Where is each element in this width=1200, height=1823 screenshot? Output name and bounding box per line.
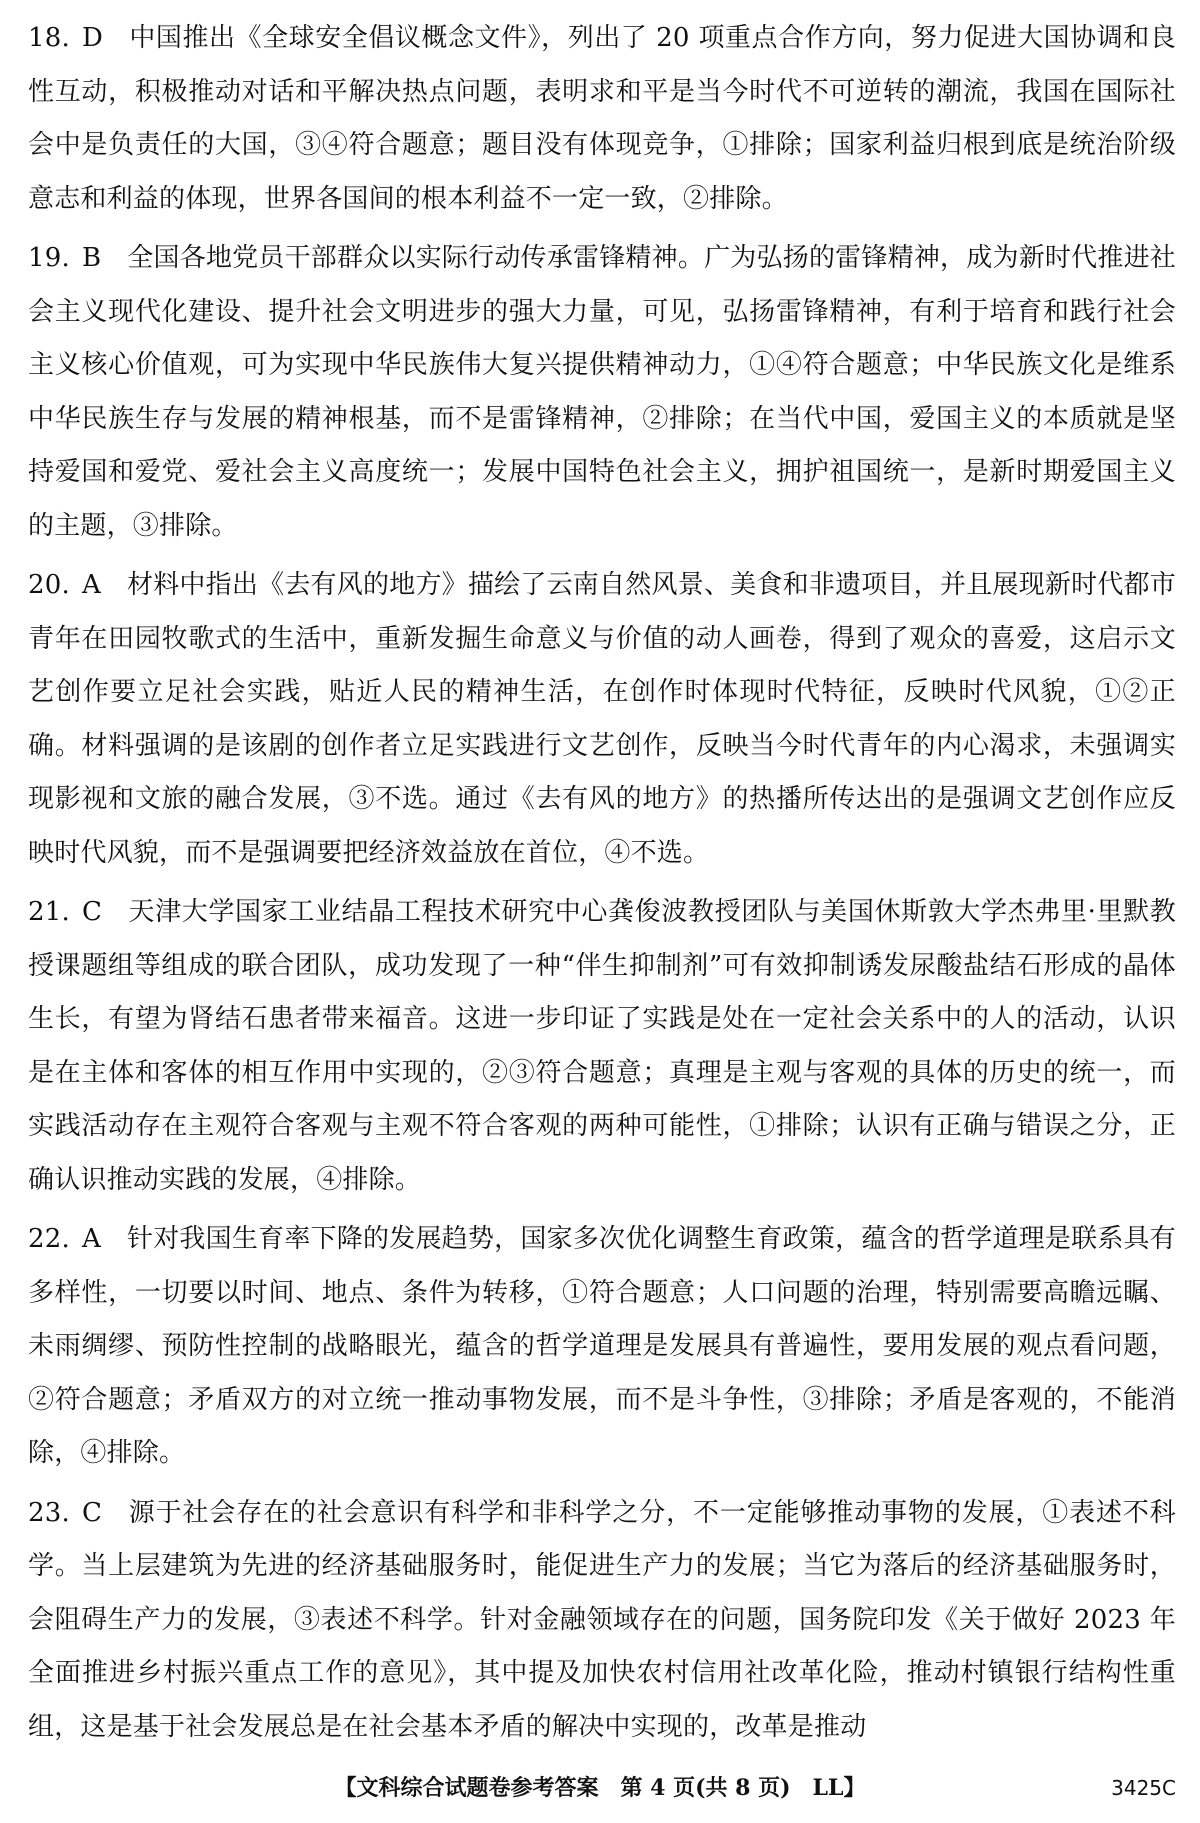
answer-option: C (81, 1497, 103, 1528)
answer-option: B (81, 243, 102, 273)
answer-item-23 (28, 1487, 1176, 1755)
answer-item-22 (28, 1213, 1176, 1481)
question-number: 22. (28, 1224, 70, 1254)
answer-item-21 (28, 886, 1176, 1207)
footer-title: 【文科综合试题卷参考答案 第 4 页(共 8 页) LL】 (334, 1775, 866, 1801)
question-number: 19. (28, 243, 70, 273)
answer-explanation: 天津大学国家工业结晶工程技术研究中心龚俊波教授团队与美国休斯敦大学杰弗里·里默教授课题组等组成的联合团队，成功发现了一种“伴生抑制剂”可有效抑制诱发尿酸盐结石形成的晶体生长，有望为肾结石患者带来福音。这进一步印证了实践是处在一定社会关系中的人的活动，认识是在主体和客体的相互作用中实现的，②③符合题意；真理是主观与客观的具体的历史的统一，而实践活动存在主观符合客观与主观不符合客观的两种可能性，①排除；认识有正确与错误之分，正确认识推动实践的发展，④排除。 (28, 897, 1176, 1195)
answer-explanation: 中国推出《全球安全倡议概念文件》，列出了 20 项重点合作方向，努力促进大国协调和良性互动，积极推动对话和平解决热点问题，表明求和平是当今时代不可逆转的潮流，我国在国际社会中是负责任的大国，③④符合题意；题目没有体现竞争，①排除；国家利益归根到底是统治阶级意志和利益的体现，世界各国间的根本利益不一定一致，②排除。 (28, 23, 1176, 214)
answer-item-20 (28, 559, 1176, 880)
answer-explanation: 材料中指出《去有风的地方》描绘了云南自然风景、美食和非遗项目，并且展现新时代都市青年在田园牧歌式的生活中，重新发掘生命意义与价值的动人画卷，得到了观众的喜爱，这启示文艺创作要立足社会实践，贴近人民的精神生活，在创作时体现时代特征，反映时代风貌，①②正确。材料强调的是该剧的创作者立足实践进行文艺创作，反映当今时代青年的内心渴求，未强调实现影视和文旅的融合发展，③不选。通过《去有风的地方》的热播所传达出的是强调文艺创作应反映时代风貌，而不是强调要把经济效益放在首位，④不选。 (28, 570, 1176, 868)
answer-option: C (81, 897, 103, 927)
answer-option: D (81, 23, 103, 53)
question-number: 21. (28, 897, 70, 927)
document-code: 3425C (1111, 1776, 1176, 1800)
answer-explanation: 针对我国生育率下降的发展趋势，国家多次优化调整生育政策，蕴含的哲学道理是联系具有多样性，一切要以时间、地点、条件为转移，①符合题意；人口问题的治理，特别需要高瞻远瞩、未雨绸缪、预防性控制的战略眼光，蕴含的哲学道理是发展具有普遍性，要用发展的观点看问题，②符合题意；矛盾双方的对立统一推动事物发展，而不是斗争性，③排除；矛盾是客观的，不能消除，④排除。 (28, 1224, 1176, 1468)
question-number: 18. (28, 23, 70, 53)
answer-item-18 (28, 12, 1176, 226)
answer-list (28, 12, 1176, 1760)
question-number: 23. (28, 1497, 70, 1528)
answer-option: A (81, 570, 101, 600)
answer-explanation: 全国各地党员干部群众以实际行动传承雷锋精神。广为弘扬的雷锋精神，成为新时代推进社会主义现代化建设、提升社会文明进步的强大力量，可见，弘扬雷锋精神，有利于培育和践行社会主义核心价值观，可为实现中华民族伟大复兴提供精神动力，①④符合题意；中华民族文化是维系中华民族生存与发展的精神根基，而不是雷锋精神，②排除；在当代中国，爱国主义的本质就是坚持爱国和爱党、爱社会主义高度统一；发展中国特色社会主义，拥护祖国统一，是新时期爱国主义的主题，③排除。 (28, 243, 1176, 541)
answer-item-19 (28, 232, 1176, 553)
answer-explanation: 源于社会存在的社会意识有科学和非科学之分，不一定能够推动事物的发展，①表述不科学。当上层建筑为先进的经济基础服务时，能促进生产力的发展；当它为落后的经济基础服务时，会阻碍生产力的发展，③表述不科学。针对金融领域存在的问题，国务院印发《关于做好 2023 年全面推进乡村振兴重点工作的意见》，其中提及加快农村信用社改革化险，推动村镇银行结构性重组，这是基于社会发展总是在社会基本矛盾的解决中实现的，改革是推动 (28, 1497, 1176, 1742)
question-number: 20. (28, 570, 70, 600)
answer-option: A (81, 1224, 101, 1254)
